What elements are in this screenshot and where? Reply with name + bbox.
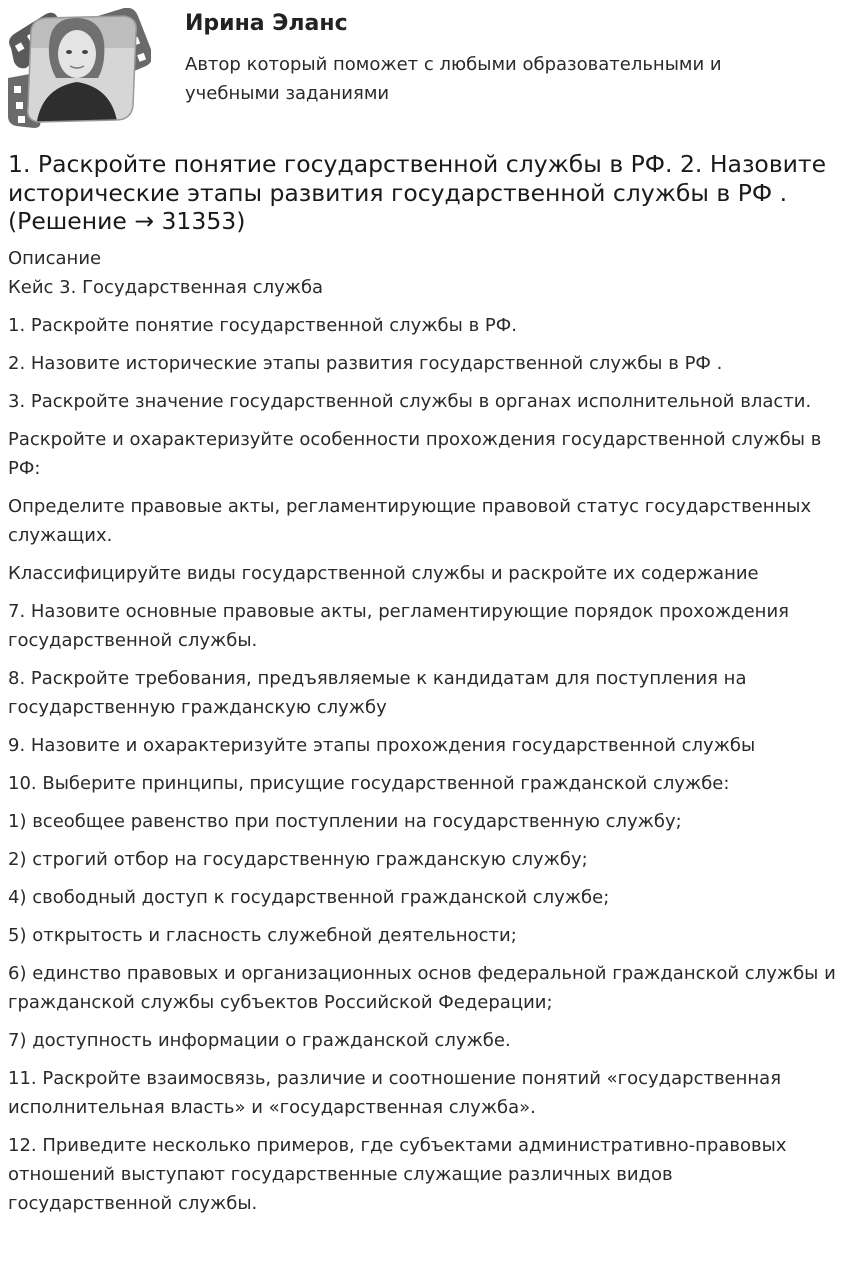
task-paragraph: 10. Выберите принципы, присущие государственной гражданской службе: [8,773,730,794]
author-description: Автор который поможет с любыми образовательными и учебными заданиями [185,54,722,104]
author-avatar[interactable] [6,8,151,128]
task-paragraph: 8. Раскройте требования, предъявляемые к кандидатам для поступления на государственную гражданскую службу [8,668,747,718]
task-paragraph: 11. Раскройте взаимосвязь, различие и соотношение понятий «государственная исполнительная власть» и «государственная служба». [8,1068,782,1118]
task-paragraph: Классифицируйте виды государственной службы и раскройте их содержание [8,563,759,584]
task-paragraph: 5) открытость и гласность служебной деятельности; [8,925,517,946]
task-paragraph: 2. Назовите исторические этапы развития государственной службы в РФ . [8,353,723,374]
task-paragraph: Определите правовые акты, регламентирующие правовой статус государственных служащих. [8,496,812,546]
task-paragraph: 2) строгий отбор на государственную гражданскую службу; [8,849,588,870]
task-paragraph: 6) единство правовых и организационных основ федеральной гражданской службы и гражданской службы субъектов Российской Федерации; [8,963,836,1013]
task-paragraph: 7) доступность информации о гражданской службе. [8,1030,511,1051]
task-paragraph: 12. Приведите несколько примеров, где субъектами административно-правовых отношений выступают государственные служащие различных видов государственной службы. [8,1135,787,1214]
task-paragraph: 1. Раскройте понятие государственной службы в РФ. [8,315,517,336]
task-paragraph: 4) свободный доступ к государственной гражданской службе; [8,887,610,908]
author-block [0,0,847,140]
author-name[interactable]: Ирина Эланс [185,11,348,36]
task-paragraph: Кейс 3. Государственная служба [8,277,324,298]
task-paragraph: 1) всеобщее равенство при поступлении на государственную службу; [8,811,682,832]
task-content [8,244,840,1218]
description-label: Описание [8,248,102,269]
task-paragraph: 3. Раскройте значение государственной службы в органах исполнительной власти. [8,391,812,412]
task-paragraph: 9. Назовите и охарактеризуйте этапы прохождения государственной службы [8,735,756,756]
task-title: 1. Раскройте понятие государственной службы в РФ. 2. Назовите исторические этапы развития государственной службы в РФ . (Решение → 31353) [8,150,827,235]
task-paragraph: 7. Назовите основные правовые акты, регламентирующие порядок прохождения государственной службы. [8,601,789,651]
task-paragraph: Раскройте и охарактеризуйте особенности прохождения государственной службы в РФ: [8,429,822,479]
